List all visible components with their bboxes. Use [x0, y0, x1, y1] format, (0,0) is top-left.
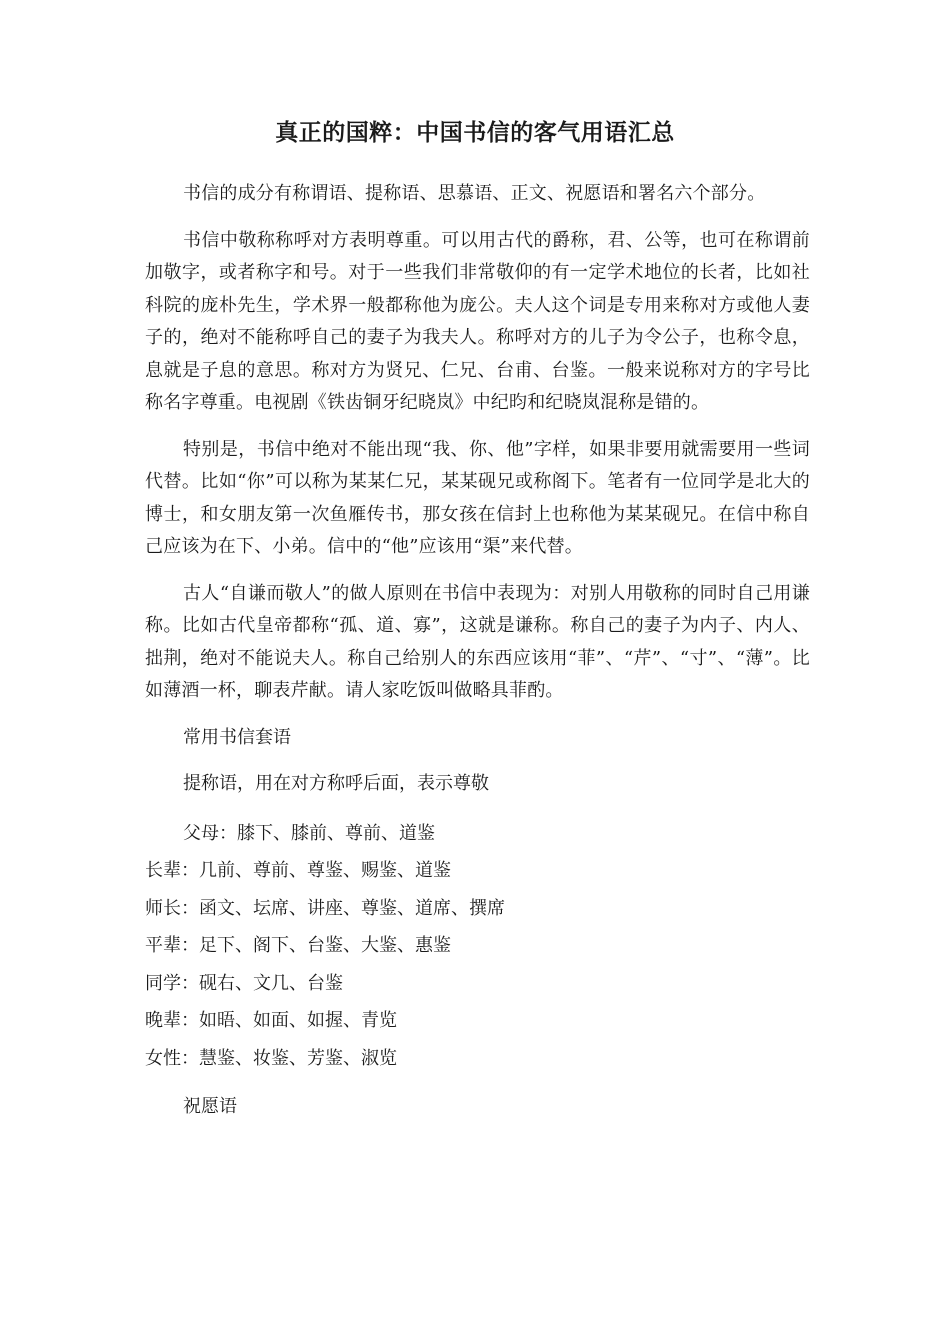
- list-item: 同学：砚右、文几、台鉴: [145, 972, 343, 994]
- list-item: 师长：函文、坛席、讲座、尊鉴、道席、撰席: [145, 897, 505, 919]
- paragraph-intro: 书信的成分有称谓语、提称语、思慕语、正文、祝愿语和署名六个部分。: [183, 183, 766, 204]
- list-item: 父母：膝下、膝前、尊前、道鉴: [183, 822, 435, 844]
- list-item: 晚辈：如晤、如面、如握、青览: [145, 1010, 397, 1031]
- document-body: [145, 178, 810, 1138]
- list-item: 女性：慧鉴、妆鉴、芳鉴、淑览: [145, 1047, 397, 1069]
- tichengyu-list: [145, 815, 810, 1078]
- list-item: 平辈：足下、阁下、台鉴、大鉴、惠鉴: [145, 935, 451, 956]
- document-title: 真正的国粹：中国书信的客气用语汇总: [275, 120, 675, 146]
- paragraph-humble-terms: 古人“自谦而敬人”的做人原则在书信中表现为：对别人用敬称的同时自己用谦称。比如古代皇帝都称“孤、道、寡”，这就是谦称。称自己的妻子为内子、内人、拙荆，绝对不能说夫人。称自己给别人的东西应该用“菲”、“芹”、“寸”、“薄”。比如薄酒一杯，聊表芹献。请人家吃饭叫做略具菲酌。: [145, 582, 810, 701]
- section-heading-common-phrases: 常用书信套语: [183, 726, 291, 748]
- list-item: 长辈：几前、尊前、尊鉴、赐鉴、道鉴: [145, 860, 451, 881]
- paragraph-pronouns: 特别是，书信中绝对不能出现“我、你、他”字样，如果非要用就需要用一些词代替。比如“你”可以称为某某仁兄，某某砚兄或称阁下。笔者有一位同学是北大的博士，和女朋友第一次鱼雁传书，那女孩在信封上也称他为某某砚兄。在信中称自己应该为在下、小弟。信中的“他”应该用“渠”来代替。: [145, 438, 810, 557]
- paragraph-honorifics: 书信中敬称称呼对方表明尊重。可以用古代的爵称，君、公等，也可在称谓前加敬字，或者称字和号。对于一些我们非常敬仰的有一定学术地位的长者，比如社科院的庞朴先生，学术界一般都称他为庞公。夫人这个词是专用来称对方或他人妻子的，绝对不能称呼自己的妻子为我夫人。称呼对方的儿子为令公子，也称令息，息就是子息的意思。称对方为贤兄、仁兄、台甫、台鉴。一般来说称对方的字号比称名字尊重。电视剧《铁齿铜牙纪晓岚》中纪昀和纪晓岚混称是错的。: [145, 229, 810, 413]
- section-heading-tichengyu: 提称语，用在对方称呼后面，表示尊敬: [183, 773, 489, 794]
- section-heading-zhuyuanyu: 祝愿语: [183, 1096, 237, 1117]
